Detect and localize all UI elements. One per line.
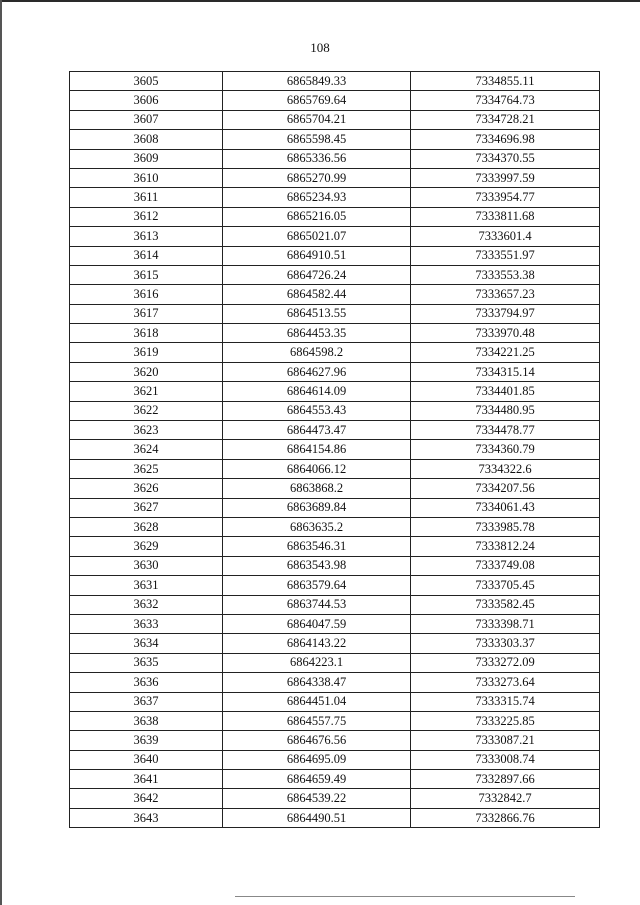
point-number-cell: 3613 (70, 227, 223, 246)
coordinates-table (69, 71, 600, 828)
x-coordinate-cell: 6865270.99 (223, 168, 411, 187)
table-row (70, 149, 600, 168)
x-coordinate-cell: 6863868.2 (223, 479, 411, 498)
x-coordinate-cell: 6863546.31 (223, 537, 411, 556)
table-row (70, 692, 600, 711)
table-row (70, 343, 600, 362)
x-coordinate-cell: 6864676.56 (223, 731, 411, 750)
point-number-cell: 3615 (70, 265, 223, 284)
table-row (70, 673, 600, 692)
x-coordinate-cell: 6864557.75 (223, 711, 411, 730)
page-top-edge (0, 0, 640, 2)
x-coordinate-cell: 6864513.55 (223, 304, 411, 323)
point-number-cell: 3611 (70, 188, 223, 207)
table-row (70, 750, 600, 769)
x-coordinate-cell: 6863689.84 (223, 498, 411, 517)
y-coordinate-cell: 7334322.6 (411, 459, 600, 478)
coordinates-table-body (70, 72, 600, 828)
y-coordinate-cell: 7333812.24 (411, 537, 600, 556)
table-row (70, 556, 600, 575)
y-coordinate-cell: 7333582.45 (411, 595, 600, 614)
y-coordinate-cell: 7333398.71 (411, 614, 600, 633)
y-coordinate-cell: 7333315.74 (411, 692, 600, 711)
point-number-cell: 3620 (70, 362, 223, 381)
point-number-cell: 3624 (70, 440, 223, 459)
y-coordinate-cell: 7334207.56 (411, 479, 600, 498)
point-number-cell: 3609 (70, 149, 223, 168)
table-row (70, 110, 600, 129)
y-coordinate-cell: 7332897.66 (411, 770, 600, 789)
point-number-cell: 3626 (70, 479, 223, 498)
point-number-cell: 3639 (70, 731, 223, 750)
y-coordinate-cell: 7333225.85 (411, 711, 600, 730)
point-number-cell: 3610 (70, 168, 223, 187)
table-row (70, 72, 600, 91)
table-row (70, 634, 600, 653)
point-number-cell: 3630 (70, 556, 223, 575)
x-coordinate-cell: 6864627.96 (223, 362, 411, 381)
point-number-cell: 3631 (70, 576, 223, 595)
x-coordinate-cell: 6864066.12 (223, 459, 411, 478)
y-coordinate-cell: 7334401.85 (411, 382, 600, 401)
table-row (70, 517, 600, 536)
point-number-cell: 3606 (70, 91, 223, 110)
y-coordinate-cell: 7332842.7 (411, 789, 600, 808)
y-coordinate-cell: 7333985.78 (411, 517, 600, 536)
x-coordinate-cell: 6864553.43 (223, 401, 411, 420)
table-row (70, 401, 600, 420)
point-number-cell: 3633 (70, 614, 223, 633)
y-coordinate-cell: 7333705.45 (411, 576, 600, 595)
page-number: 108 (310, 40, 330, 55)
table-row (70, 653, 600, 672)
table-row (70, 91, 600, 110)
x-coordinate-cell: 6864453.35 (223, 324, 411, 343)
point-number-cell: 3632 (70, 595, 223, 614)
table-row (70, 324, 600, 343)
y-coordinate-cell: 7333657.23 (411, 285, 600, 304)
x-coordinate-cell: 6864490.51 (223, 808, 411, 827)
x-coordinate-cell: 6864695.09 (223, 750, 411, 769)
table-row (70, 130, 600, 149)
bottom-rule (235, 896, 575, 897)
point-number-cell: 3641 (70, 770, 223, 789)
y-coordinate-cell: 7333553.38 (411, 265, 600, 284)
x-coordinate-cell: 6863744.53 (223, 595, 411, 614)
point-number-cell: 3616 (70, 285, 223, 304)
x-coordinate-cell: 6865216.05 (223, 207, 411, 226)
table-row (70, 459, 600, 478)
y-coordinate-cell: 7333601.4 (411, 227, 600, 246)
x-coordinate-cell: 6865336.56 (223, 149, 411, 168)
table-row (70, 595, 600, 614)
y-coordinate-cell: 7334360.79 (411, 440, 600, 459)
y-coordinate-cell: 7333008.74 (411, 750, 600, 769)
x-coordinate-cell: 6864473.47 (223, 421, 411, 440)
point-number-cell: 3622 (70, 401, 223, 420)
point-number-cell: 3614 (70, 246, 223, 265)
point-number-cell: 3642 (70, 789, 223, 808)
x-coordinate-cell: 6864659.49 (223, 770, 411, 789)
point-number-cell: 3619 (70, 343, 223, 362)
y-coordinate-cell: 7334764.73 (411, 91, 600, 110)
y-coordinate-cell: 7334370.55 (411, 149, 600, 168)
table-row (70, 479, 600, 498)
x-coordinate-cell: 6864910.51 (223, 246, 411, 265)
x-coordinate-cell: 6864598.2 (223, 343, 411, 362)
x-coordinate-cell: 6864223.1 (223, 653, 411, 672)
table-row (70, 246, 600, 265)
x-coordinate-cell: 6864614.09 (223, 382, 411, 401)
y-coordinate-cell: 7334478.77 (411, 421, 600, 440)
point-number-cell: 3621 (70, 382, 223, 401)
x-coordinate-cell: 6865769.64 (223, 91, 411, 110)
table-row (70, 440, 600, 459)
table-row (70, 362, 600, 381)
y-coordinate-cell: 7334061.43 (411, 498, 600, 517)
point-number-cell: 3638 (70, 711, 223, 730)
x-coordinate-cell: 6863579.64 (223, 576, 411, 595)
point-number-cell: 3636 (70, 673, 223, 692)
point-number-cell: 3608 (70, 130, 223, 149)
x-coordinate-cell: 6864154.86 (223, 440, 411, 459)
table-row (70, 537, 600, 556)
x-coordinate-cell: 6864338.47 (223, 673, 411, 692)
point-number-cell: 3605 (70, 72, 223, 91)
point-number-cell: 3623 (70, 421, 223, 440)
table-row (70, 421, 600, 440)
table-row (70, 498, 600, 517)
x-coordinate-cell: 6865021.07 (223, 227, 411, 246)
x-coordinate-cell: 6864143.22 (223, 634, 411, 653)
point-number-cell: 3634 (70, 634, 223, 653)
point-number-cell: 3637 (70, 692, 223, 711)
x-coordinate-cell: 6863543.98 (223, 556, 411, 575)
x-coordinate-cell: 6864539.22 (223, 789, 411, 808)
y-coordinate-cell: 7333551.97 (411, 246, 600, 265)
y-coordinate-cell: 7333970.48 (411, 324, 600, 343)
page-left-edge (0, 0, 2, 905)
x-coordinate-cell: 6864726.24 (223, 265, 411, 284)
y-coordinate-cell: 7333273.64 (411, 673, 600, 692)
point-number-cell: 3617 (70, 304, 223, 323)
point-number-cell: 3629 (70, 537, 223, 556)
y-coordinate-cell: 7333954.77 (411, 188, 600, 207)
y-coordinate-cell: 7333811.68 (411, 207, 600, 226)
y-coordinate-cell: 7334855.11 (411, 72, 600, 91)
point-number-cell: 3640 (70, 750, 223, 769)
x-coordinate-cell: 6863635.2 (223, 517, 411, 536)
table-row (70, 382, 600, 401)
table-row (70, 789, 600, 808)
x-coordinate-cell: 6864582.44 (223, 285, 411, 304)
y-coordinate-cell: 7333087.21 (411, 731, 600, 750)
point-number-cell: 3612 (70, 207, 223, 226)
point-number-cell: 3607 (70, 110, 223, 129)
x-coordinate-cell: 6864451.04 (223, 692, 411, 711)
point-number-cell: 3643 (70, 808, 223, 827)
x-coordinate-cell: 6864047.59 (223, 614, 411, 633)
table-row (70, 711, 600, 730)
table-row (70, 188, 600, 207)
y-coordinate-cell: 7334480.95 (411, 401, 600, 420)
x-coordinate-cell: 6865598.45 (223, 130, 411, 149)
table-row (70, 207, 600, 226)
y-coordinate-cell: 7334221.25 (411, 343, 600, 362)
y-coordinate-cell: 7333272.09 (411, 653, 600, 672)
table-row (70, 731, 600, 750)
y-coordinate-cell: 7334696.98 (411, 130, 600, 149)
x-coordinate-cell: 6865704.21 (223, 110, 411, 129)
table-row (70, 168, 600, 187)
table-row (70, 576, 600, 595)
x-coordinate-cell: 6865234.93 (223, 188, 411, 207)
y-coordinate-cell: 7333794.97 (411, 304, 600, 323)
table-row (70, 304, 600, 323)
y-coordinate-cell: 7333749.08 (411, 556, 600, 575)
table-row (70, 265, 600, 284)
table-row (70, 808, 600, 827)
point-number-cell: 3618 (70, 324, 223, 343)
table-row (70, 285, 600, 304)
y-coordinate-cell: 7332866.76 (411, 808, 600, 827)
point-number-cell: 3635 (70, 653, 223, 672)
table-row (70, 227, 600, 246)
y-coordinate-cell: 7334728.21 (411, 110, 600, 129)
table-row (70, 614, 600, 633)
point-number-cell: 3627 (70, 498, 223, 517)
point-number-cell: 3628 (70, 517, 223, 536)
y-coordinate-cell: 7334315.14 (411, 362, 600, 381)
y-coordinate-cell: 7333997.59 (411, 168, 600, 187)
y-coordinate-cell: 7333303.37 (411, 634, 600, 653)
x-coordinate-cell: 6865849.33 (223, 72, 411, 91)
point-number-cell: 3625 (70, 459, 223, 478)
table-row (70, 770, 600, 789)
